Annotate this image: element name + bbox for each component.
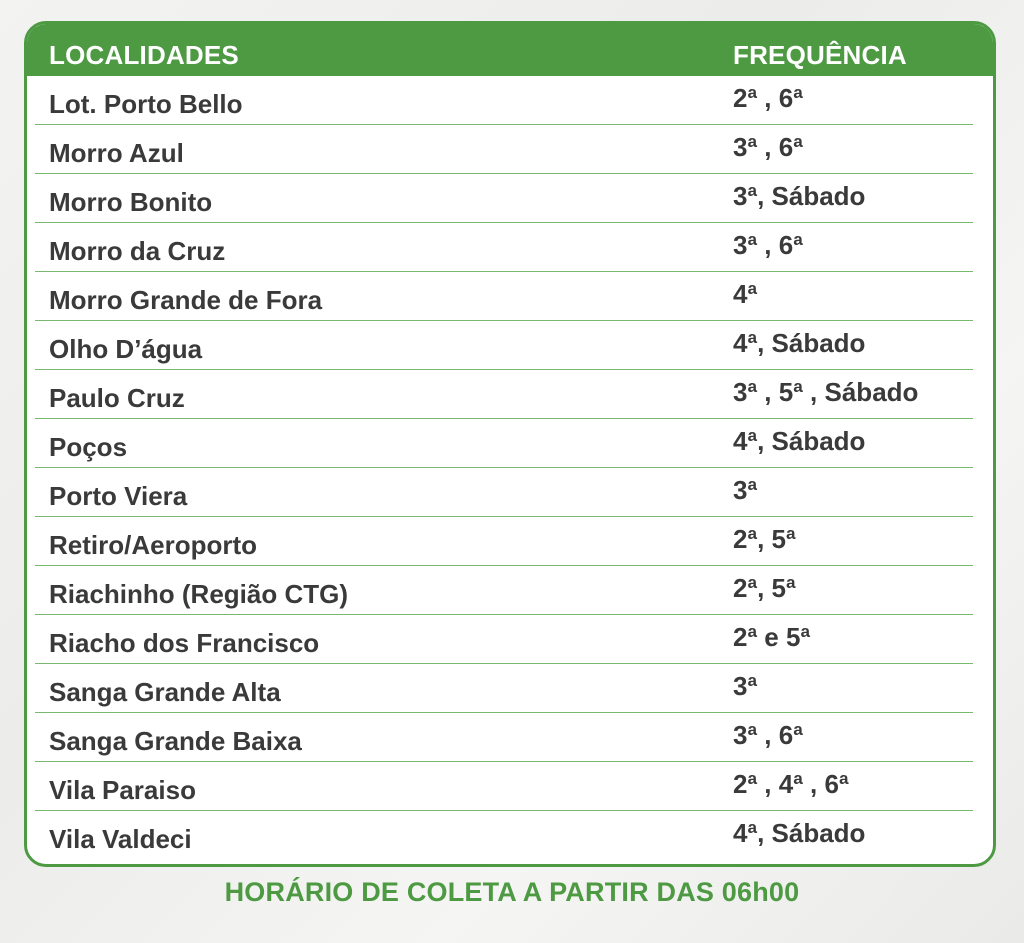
table-row [27, 762, 993, 811]
localidade-cell: Riacho dos Francisco [49, 628, 320, 658]
frequencia-cell: 2ª , 4ª , 6ª [733, 769, 849, 799]
header-frequencia: FREQUÊNCIA [733, 40, 907, 70]
localidade-cell: Sanga Grande Baixa [49, 726, 302, 756]
localidade-cell: Vila Paraiso [49, 775, 196, 805]
localidade-cell: Morro Grande de Fora [49, 285, 323, 315]
frequencia-cell: 2ª , 6ª [733, 83, 803, 113]
table-row [27, 370, 993, 419]
frequencia-cell: 2ª, 5ª [733, 573, 796, 603]
collection-time-note: HORÁRIO DE COLETA A PARTIR DAS 06h00 [224, 877, 800, 907]
frequencia-cell: 3ª , 6ª [733, 720, 803, 750]
table-row [27, 321, 993, 370]
frequencia-cell: 3ª , 6ª [733, 230, 803, 260]
table-row [27, 713, 993, 762]
header-localidades: LOCALIDADES [49, 40, 239, 70]
localidade-cell: Riachinho (Região CTG) [49, 579, 348, 609]
localidade-cell: Morro Azul [49, 138, 184, 168]
localidade-cell: Paulo Cruz [49, 383, 185, 413]
localidade-cell: Retiro/Aeroporto [49, 530, 257, 560]
localidade-cell: Vila Valdeci [49, 824, 192, 854]
frequencia-cell: 4ª [733, 279, 758, 309]
table-row [27, 468, 993, 517]
table-row [27, 125, 993, 174]
frequencia-cell: 3ª [733, 475, 758, 505]
table-row [27, 566, 993, 615]
table-row [27, 223, 993, 272]
frequencia-cell: 3ª, Sábado [733, 181, 866, 211]
table-row [27, 615, 993, 664]
frequencia-cell: 2ª e 5ª [733, 622, 811, 652]
table-row [27, 811, 993, 860]
localidade-cell: Lot. Porto Bello [49, 89, 243, 119]
frequencia-cell: 3ª [733, 671, 758, 701]
table-row [27, 419, 993, 468]
frequencia-cell: 2ª, 5ª [733, 524, 796, 554]
localidade-cell: Sanga Grande Alta [49, 677, 281, 707]
localidade-cell: Olho D’água [49, 334, 203, 364]
frequencia-cell: 4ª, Sábado [733, 328, 866, 358]
frequencia-cell: 4ª, Sábado [733, 426, 866, 456]
frequencia-cell: 3ª , 6ª [733, 132, 803, 162]
table-row [27, 174, 993, 223]
table-row [27, 272, 993, 321]
table-row [27, 664, 993, 713]
table-body [27, 76, 993, 860]
table-row [27, 76, 993, 125]
localidade-cell: Poços [49, 432, 128, 462]
table-header [27, 24, 993, 76]
frequencia-cell: 4ª, Sábado [733, 818, 866, 848]
localidade-cell: Morro Bonito [49, 187, 213, 217]
table-row [27, 517, 993, 566]
localidade-cell: Morro da Cruz [49, 236, 226, 266]
schedule-table [24, 21, 996, 867]
localidade-cell: Porto Viera [49, 481, 188, 511]
frequencia-cell: 3ª , 5ª , Sábado [733, 377, 919, 407]
